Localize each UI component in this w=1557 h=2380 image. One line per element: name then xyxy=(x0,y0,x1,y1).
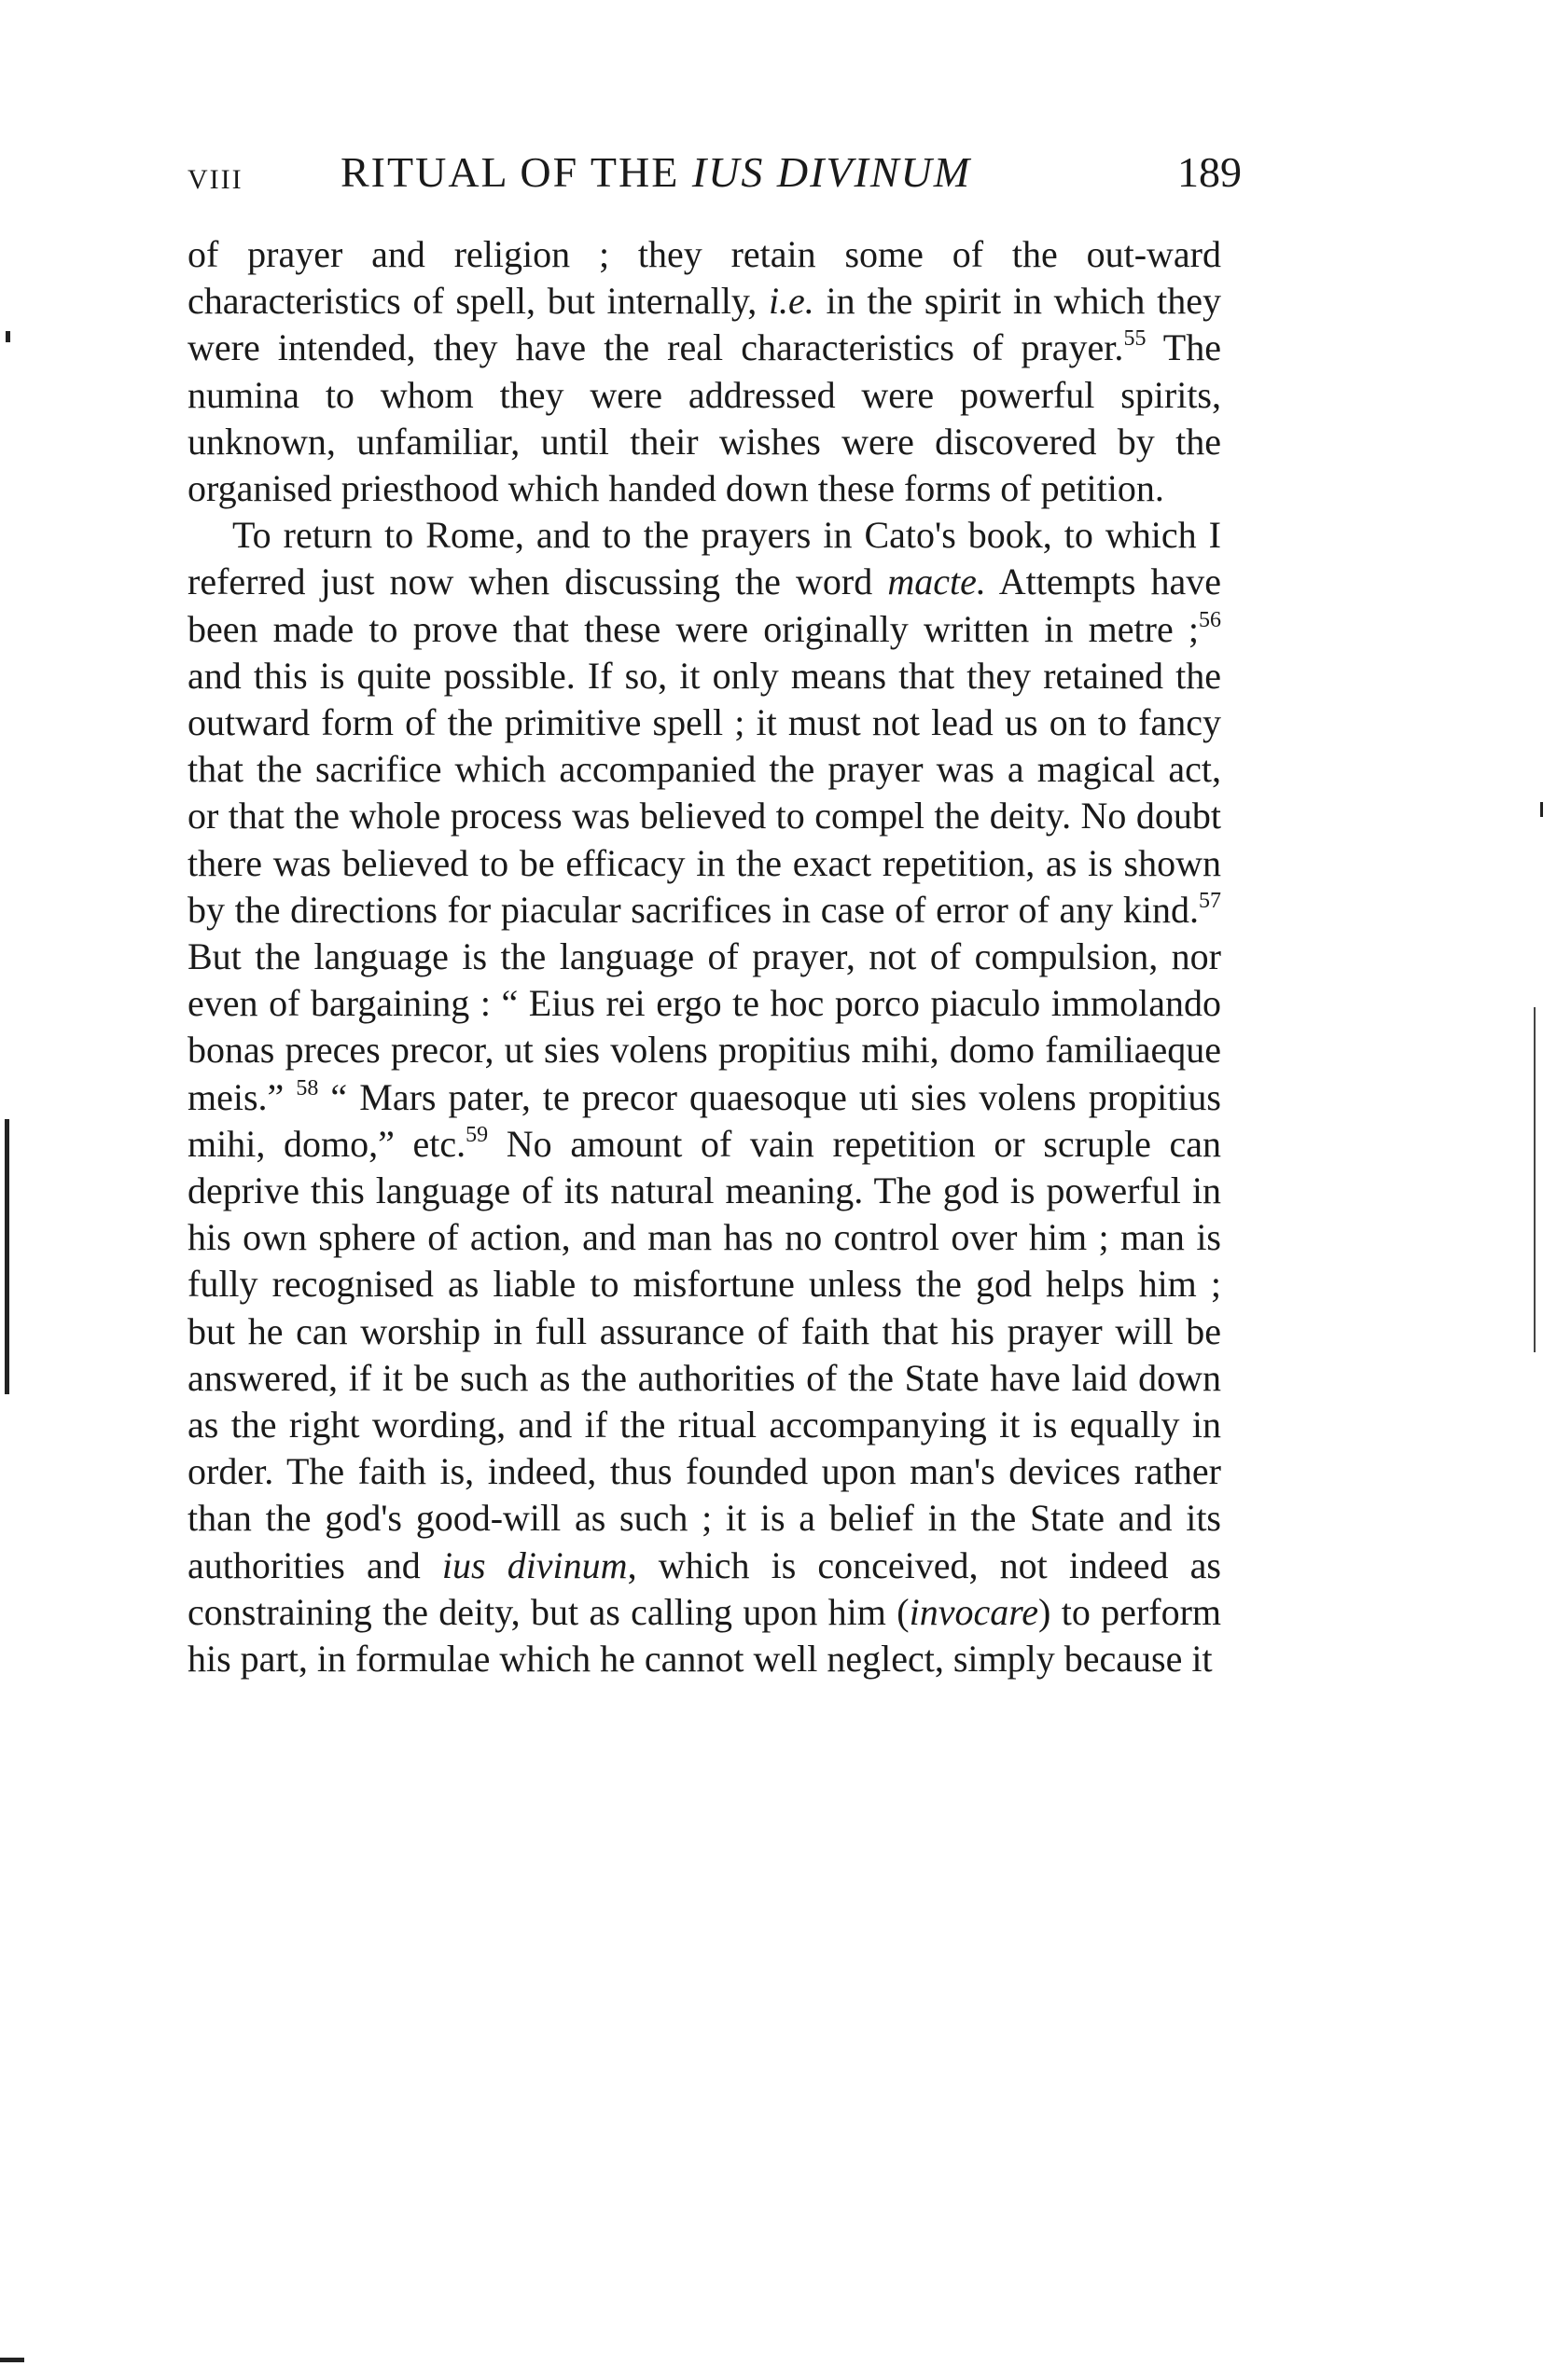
footnote-ref-59[interactable]: 59 xyxy=(466,1122,489,1147)
scan-mark-bottom-left xyxy=(0,2358,24,2362)
running-title-text: RITUAL OF THE xyxy=(341,148,692,196)
italic-run: macte. xyxy=(887,560,986,603)
footnote-ref-58[interactable]: 58 xyxy=(296,1075,319,1100)
page-number: 189 xyxy=(1177,148,1242,196)
body-text xyxy=(188,231,1221,1682)
text-run: , which is conceived, not indeed as constraining the deity, but as calling upon him ( xyxy=(188,1543,1221,1633)
text-run: To return to Rome, and to the prayers in Cato's book, to which I referred just now when discussing the word xyxy=(188,514,1221,603)
italic-run: i.e. xyxy=(768,280,814,323)
footnote-ref-57[interactable]: 57 xyxy=(1199,888,1221,913)
footnote-ref-55[interactable]: 55 xyxy=(1123,326,1147,352)
text-run: No amount of vain repetition or scruple can deprive this language of its natural meaning. The god is powerful in his own sphere of action, and man has no control over him ; man is fully recognised as liable to misfortune unless the god helps him ; but he can worship in full assurance of faith that his prayer will be answered, if it be such as the authorities of the State have laid down as the right wording, and if the ritual accompanying it is equally in order. The faith is, indeed, thus founded upon man's devices rather than the god's good-will as such ; it is a belief in the State and its authorities and xyxy=(188,1122,1222,1586)
text-run: “ Mars pater, te precor quaesoque uti sies volens propitius mihi, domo,” etc. xyxy=(188,1075,1222,1165)
running-head xyxy=(188,147,1242,203)
text-run: Attempts have been made to prove that these were originally written in metre ; xyxy=(188,560,1221,650)
paragraph-1 xyxy=(188,231,1221,512)
scan-edge-line-right xyxy=(1534,1007,1536,1352)
footnote-ref-56[interactable]: 56 xyxy=(1199,607,1221,632)
scan-mark-right-dot xyxy=(1540,802,1543,817)
text-run: But the language is the language of prayer, not of compulsion, nor even of bargaining : “ Eius rei ergo te hoc porco piaculo immolando bonas preces precor, ut sies volens propitius mihi, domo familiaeque meis.” xyxy=(188,935,1221,1118)
scan-mark-left-top xyxy=(6,331,10,342)
running-title xyxy=(341,147,971,197)
italic-run: invocare xyxy=(909,1590,1039,1633)
paragraph-2 xyxy=(188,512,1221,1682)
text-run: in the spirit in which they were intended, they have the real characteristics of prayer. xyxy=(188,280,1221,369)
scan-mark-left-binding xyxy=(5,1119,9,1394)
text-run: ) to perform his part, in formulae which he cannot well neglect, simply because it xyxy=(188,1590,1221,1681)
text-run: and this is quite possible. If so, it only means that they retained the outward form of the primitive spell ; it must not lead us on to fancy that the sacrifice which accompanied the prayer was a magical act, or that the whole process was believed to compel the deity. No doubt there was believed to be efficacy in the exact repetition, as is shown by the directions for piacular sacrifices in case of error of any kind. xyxy=(188,654,1221,931)
chapter-number: VIII xyxy=(188,164,243,195)
running-title-italic: IUS DIVINUM xyxy=(691,148,972,196)
text-run: of prayer and religion ; they retain some of the out-ward characteristics of spell, but internally, xyxy=(188,233,1221,323)
italic-run: ius divinum xyxy=(441,1543,628,1586)
text-run: The numina to whom they were addressed were powerful spirits, unknown, unfamiliar, until their wishes were discovered by the organised priesthood which handed down these forms of petition. xyxy=(188,326,1221,510)
